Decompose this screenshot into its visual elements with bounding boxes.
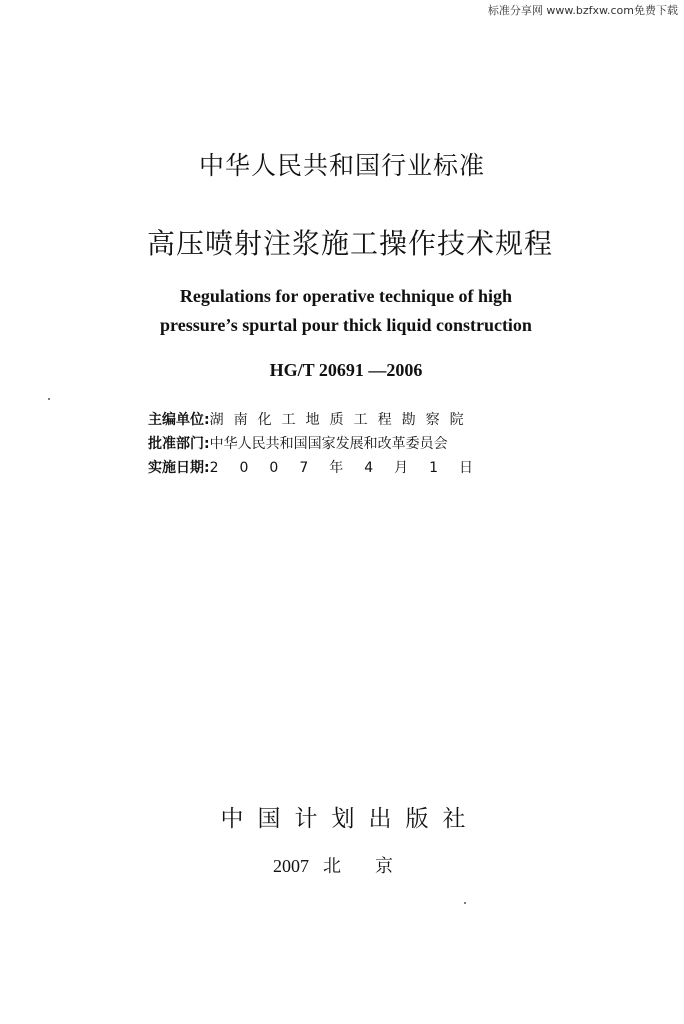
- document-title-english: [4, 282, 684, 340]
- publisher-name: 中国计划出版社: [220, 806, 480, 832]
- editor-value: 湖南化工地质工程勘察院: [209, 412, 474, 428]
- approver-row: [148, 432, 494, 456]
- publication-place: [8, 852, 684, 878]
- document-title-chinese: 高压喷射注浆施工操作技术规程: [146, 227, 553, 260]
- scan-speck: [464, 902, 466, 904]
- approver-value: 中华人民共和国国家发展和改革委员会: [209, 436, 448, 452]
- editor-label: 主编单位:: [148, 412, 210, 428]
- english-title-line-2: pressure’s spurtal pour thick liquid construction: [160, 315, 532, 335]
- industry-standard-heading: 中华人民共和国行业标准: [198, 151, 485, 180]
- scan-speck: [48, 398, 50, 400]
- date-row: [148, 456, 494, 480]
- english-title-line-1: Regulations for operative technique of high: [179, 286, 513, 306]
- date-label: 实施日期:: [148, 460, 210, 476]
- standard-code: HG/T 20691 —2006: [269, 360, 423, 380]
- editor-row: [148, 408, 494, 432]
- publication-year: 2007: [273, 856, 309, 876]
- watermark-text: 标准分享网 www.bzfxw.com免费下载: [487, 4, 678, 17]
- approver-label: 批准部门:: [148, 436, 210, 452]
- publication-city: 北京: [323, 856, 427, 877]
- date-value: 2007年4月1日: [209, 460, 495, 476]
- document-metadata: [148, 408, 494, 480]
